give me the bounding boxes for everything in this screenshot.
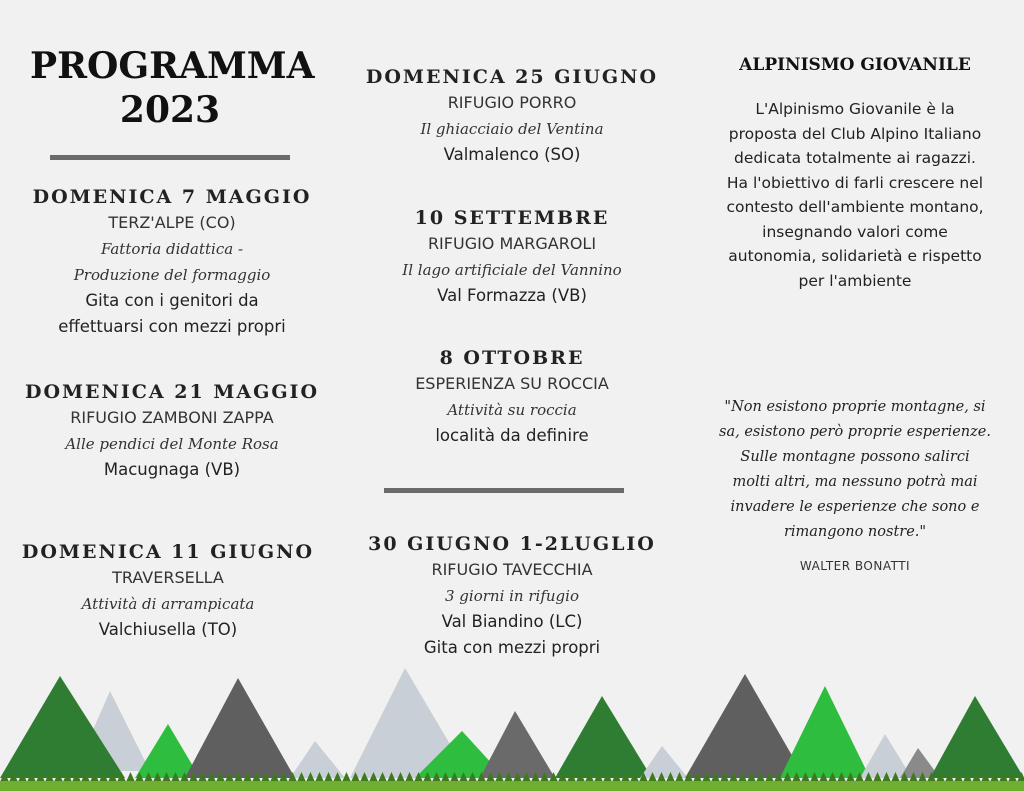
event-description: 3 giorni in rifugio bbox=[445, 587, 579, 605]
event-description: Attività di arrampicata bbox=[81, 595, 255, 613]
event-10-settembre bbox=[340, 205, 684, 309]
mountain-light-grey bbox=[290, 741, 345, 778]
event-place: TERZ'ALPE (CO) bbox=[108, 213, 236, 232]
mountain-dark-grey bbox=[185, 678, 295, 778]
title-line-2: 2023 bbox=[119, 89, 221, 131]
paragraph-line: autonomia, solidarietà e rispetto bbox=[728, 247, 982, 265]
section-paragraph bbox=[690, 97, 1020, 293]
event-note: Gita con i genitori da bbox=[85, 291, 259, 310]
mountain-dark-green bbox=[930, 696, 1024, 778]
page-title bbox=[30, 44, 315, 132]
event-date: DOMENICA 7 MAGGIO bbox=[32, 186, 312, 208]
mountain-dark-grey bbox=[685, 674, 805, 778]
middle-divider bbox=[384, 488, 624, 493]
quote-line: "Non esistono proprie montagne, si bbox=[724, 399, 986, 415]
paragraph-line: Ha l'obiettivo di farli crescere nel bbox=[726, 173, 984, 192]
event-date: DOMENICA 21 MAGGIO bbox=[25, 381, 319, 403]
event-location: località da definire bbox=[435, 426, 589, 445]
quote-line: Sulle montagne possono salirci bbox=[740, 449, 970, 465]
mountain-light-grey bbox=[640, 746, 688, 778]
quote-author: WALTER BONATTI bbox=[799, 559, 911, 573]
event-30-giugno bbox=[336, 531, 688, 661]
event-11-giugno bbox=[0, 539, 336, 643]
event-place: ESPERIENZA SU ROCCIA bbox=[415, 374, 609, 393]
quote-line: molti altri, ma nessuno potrà mai bbox=[732, 474, 978, 490]
event-21-maggio bbox=[0, 379, 344, 483]
section-heading: ALPINISMO GIOVANILE bbox=[739, 55, 971, 75]
event-25-giugno bbox=[340, 64, 684, 168]
paragraph-line: proposta del Club Alpino Italiano bbox=[728, 124, 982, 143]
event-location: Val Formazza (VB) bbox=[437, 286, 587, 305]
event-place: RIFUGIO MARGAROLI bbox=[427, 234, 597, 253]
quote-line: sa, esistono però proprie esperienze. bbox=[719, 424, 991, 440]
mountain-illustration bbox=[0, 666, 1024, 791]
event-place: RIFUGIO PORRO bbox=[447, 93, 577, 112]
quote-block bbox=[690, 395, 1020, 573]
event-date: 30 GIUGNO 1-2LUGLIO bbox=[368, 533, 656, 555]
title-line-1: PROGRAMMA bbox=[30, 45, 315, 87]
event-date: DOMENICA 25 GIUGNO bbox=[365, 66, 659, 88]
event-date: 10 SETTEMBRE bbox=[414, 207, 610, 229]
event-description: Fattoria didattica - bbox=[100, 240, 244, 258]
event-place: RIFUGIO TAVECCHIA bbox=[431, 560, 593, 579]
event-place: TRAVERSELLA bbox=[112, 568, 224, 587]
event-place: RIFUGIO ZAMBONI ZAPPA bbox=[70, 408, 274, 427]
event-description: Il lago artificiale del Vannino bbox=[402, 261, 622, 279]
event-description: Produzione del formaggio bbox=[73, 266, 271, 284]
event-location: Macugnaga (VB) bbox=[103, 460, 241, 479]
paragraph-line: contesto dell'ambiente montano, bbox=[726, 198, 984, 216]
event-note: Gita con mezzi propri bbox=[423, 638, 601, 657]
alpinismo-section bbox=[690, 55, 1020, 293]
paragraph-line: L'Alpinismo Giovanile è la bbox=[755, 100, 955, 118]
event-note: effettuarsi con mezzi propri bbox=[58, 317, 286, 336]
event-location: Valmalenco (SO) bbox=[443, 145, 581, 164]
event-date: DOMENICA 11 GIUGNO bbox=[21, 541, 315, 563]
title-divider bbox=[50, 155, 290, 160]
event-description: Il ghiacciaio del Ventina bbox=[420, 120, 604, 138]
event-location: Valchiusella (TO) bbox=[98, 620, 238, 639]
event-location: Val Biandino (LC) bbox=[441, 612, 583, 631]
paragraph-line: per l'ambiente bbox=[798, 271, 912, 290]
mountain-bright-green bbox=[780, 686, 870, 778]
quote-line: rimangono nostre." bbox=[783, 524, 927, 540]
event-date: 8 OTTOBRE bbox=[439, 347, 585, 369]
mountain-dark-green bbox=[555, 696, 652, 778]
paragraph-line: insegnando valori come bbox=[762, 222, 948, 241]
event-description: Alle pendici del Monte Rosa bbox=[65, 435, 279, 453]
event-8-ottobre bbox=[340, 345, 684, 449]
ground-strip bbox=[0, 781, 1024, 791]
mountain-dark-grey bbox=[480, 711, 555, 778]
event-description: Attività su roccia bbox=[447, 401, 577, 419]
event-7-maggio bbox=[0, 184, 344, 340]
paragraph-line: dedicata totalmente ai ragazzi. bbox=[734, 149, 976, 167]
quote-line: invadere le esperienze che sono e bbox=[730, 499, 980, 515]
